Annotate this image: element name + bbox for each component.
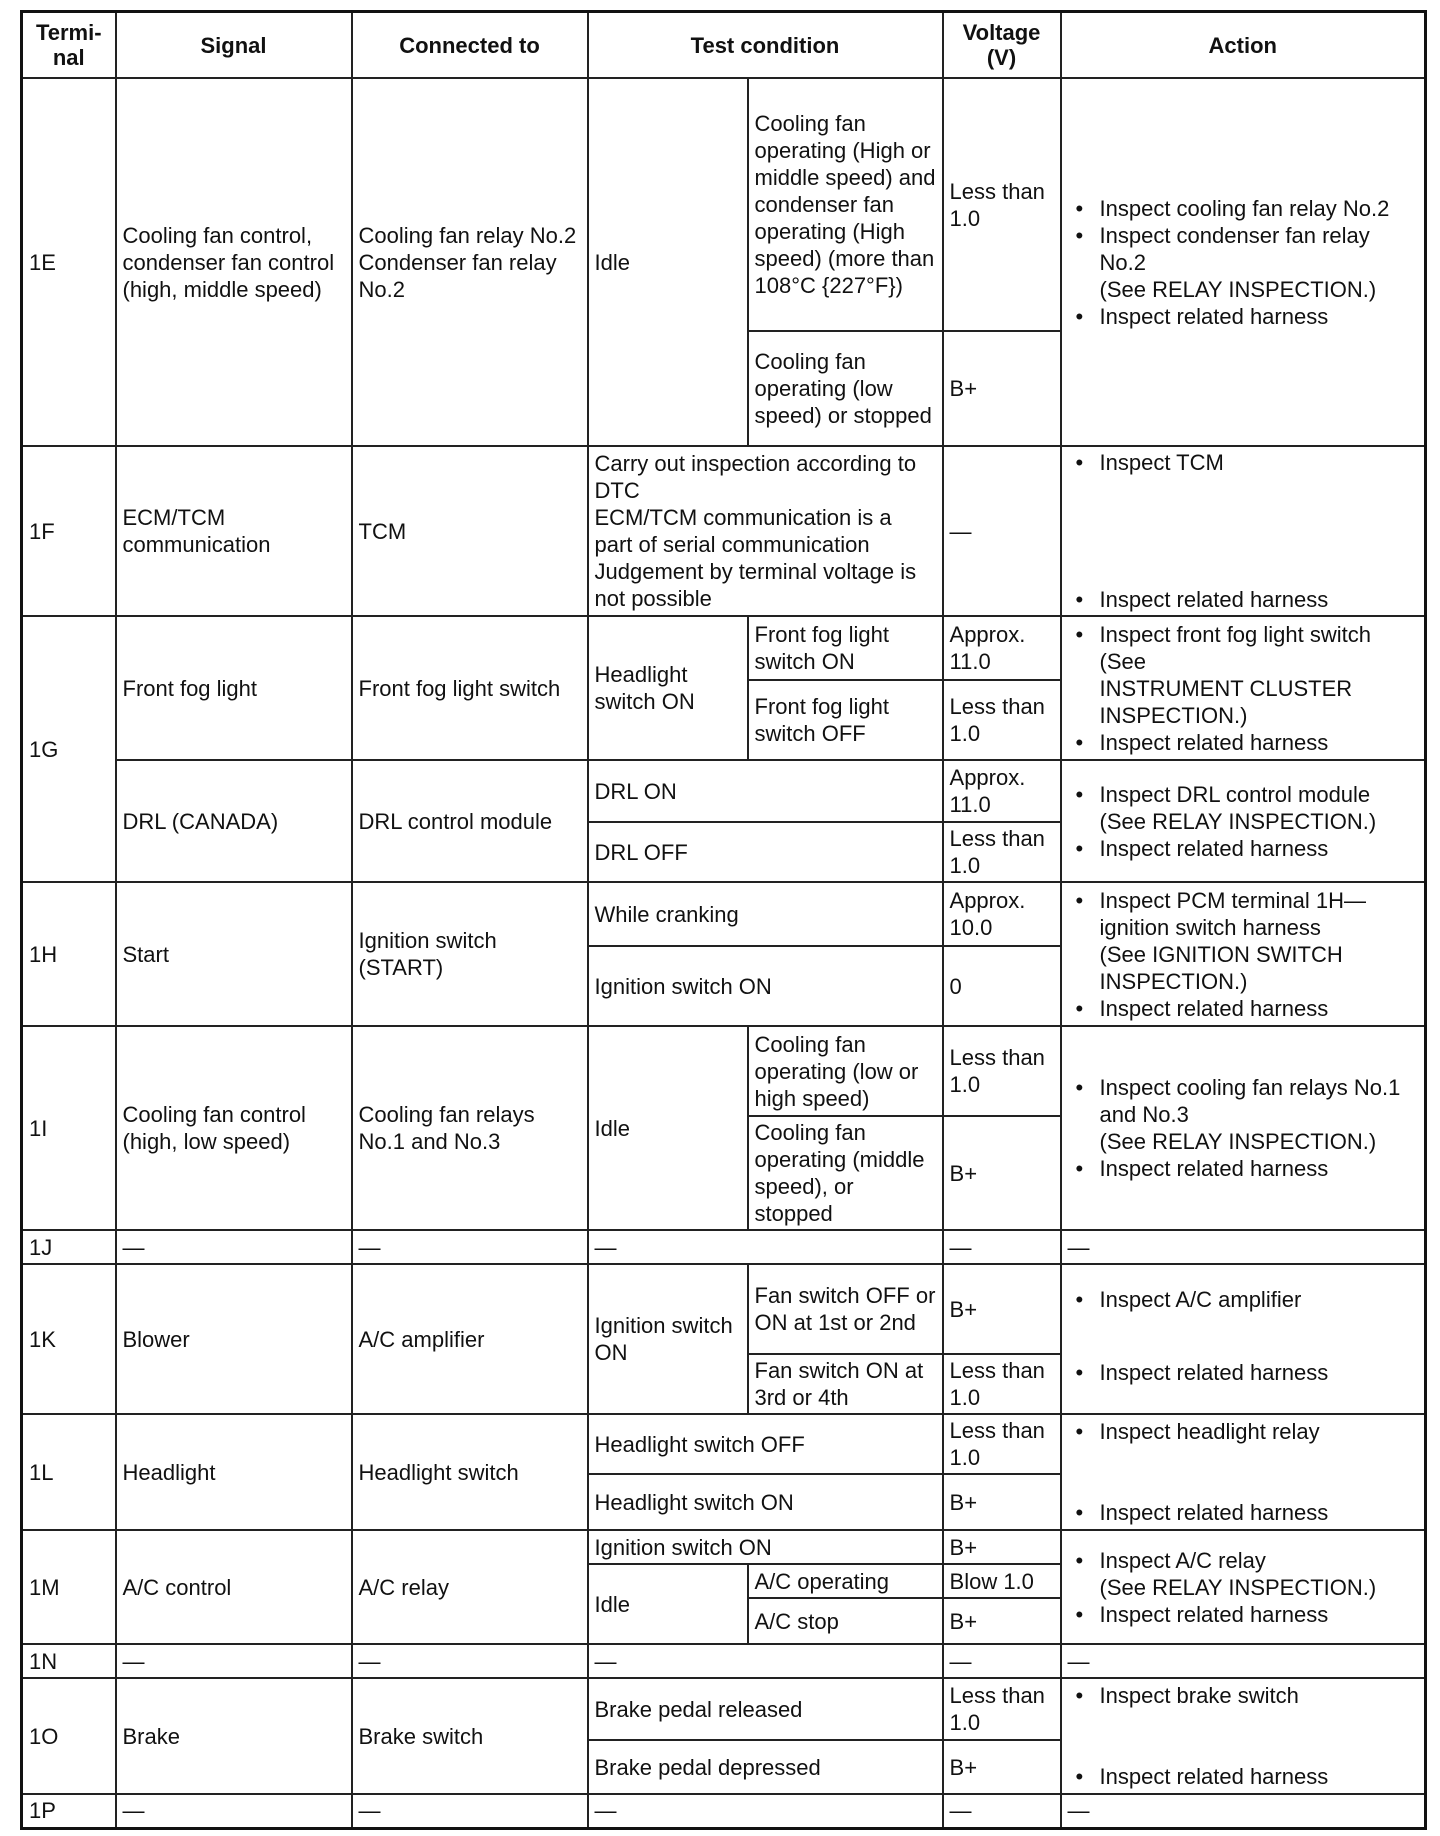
table-row	[22, 1230, 1426, 1264]
condition-cell: Brake pedal depressed	[588, 1740, 943, 1794]
voltage-cell: B+	[943, 331, 1061, 446]
signal-cell: Blower	[116, 1264, 352, 1414]
sub-condition-cell: A/C stop	[748, 1598, 943, 1644]
condition-cell: Headlight switch ON	[588, 1474, 943, 1530]
empty-cell: —	[116, 1230, 352, 1264]
terminal-cell: 1H	[22, 882, 116, 1026]
terminal-cell: 1L	[22, 1414, 116, 1530]
connected-to-cell: Front fog light switch	[352, 616, 588, 760]
action-item: • Inspect cooling fan relay No.2	[1068, 195, 1419, 222]
connected-to-cell: Cooling fan relays No.1 and No.3	[352, 1026, 588, 1230]
action-item: • Inspect cooling fan relays No.1 and No.3 (See RELAY INSPECTION.)	[1068, 1074, 1419, 1155]
voltage-cell: Less than 1.0	[943, 822, 1061, 882]
connected-to-cell: Cooling fan relay No.2 Condenser fan relay No.2	[352, 78, 588, 446]
signal-cell: Headlight	[116, 1414, 352, 1530]
empty-cell: —	[352, 1794, 588, 1828]
empty-cell: —	[943, 1794, 1061, 1828]
terminal-cell: 1K	[22, 1264, 116, 1414]
condition-cell: Ignition switch ON	[588, 1264, 748, 1414]
connected-to-cell: A/C relay	[352, 1530, 588, 1644]
condition-cell: Ignition switch ON	[588, 1530, 943, 1564]
voltage-cell: B+	[943, 1116, 1061, 1230]
sub-condition-cell: Front fog light switch ON	[748, 616, 943, 680]
empty-cell: —	[352, 1230, 588, 1264]
action-item: • Inspect related harness	[1068, 1499, 1419, 1526]
condition-cell: Ignition switch ON	[588, 946, 943, 1026]
signal-cell: ECM/TCM communication	[116, 446, 352, 616]
connected-to-cell: Ignition switch (START)	[352, 882, 588, 1026]
action-item: • Inspect related harness	[1068, 303, 1419, 330]
signal-cell: Cooling fan control, condenser fan control (high, middle speed)	[116, 78, 352, 446]
empty-cell: —	[1061, 1644, 1426, 1678]
sub-condition-cell: Cooling fan operating (middle speed), or stopped	[748, 1116, 943, 1230]
table-row	[22, 1644, 1426, 1678]
condition-cell: Headlight switch ON	[588, 616, 748, 760]
condition-cell: Brake pedal released	[588, 1678, 943, 1740]
action-item: • Inspect PCM terminal 1H—ignition switch harness (See IGNITION SWITCH INSPECTION.)	[1068, 887, 1419, 995]
voltage-cell: B+	[943, 1740, 1061, 1794]
header-action: Action	[1061, 12, 1426, 79]
condition-cell: DRL ON	[588, 760, 943, 822]
table-row	[22, 1026, 1426, 1116]
signal-cell: A/C control	[116, 1530, 352, 1644]
action-cell	[1061, 446, 1426, 616]
header-terminal: Termi-nal	[22, 12, 116, 79]
connected-to-cell: Headlight switch	[352, 1414, 588, 1530]
voltage-cell: Less than 1.0	[943, 1414, 1061, 1474]
action-cell	[1061, 78, 1426, 446]
action-list	[1068, 195, 1419, 330]
action-item: • Inspect DRL control module (See RELAY INSPECTION.)	[1068, 781, 1419, 835]
action-list	[1068, 1074, 1419, 1182]
sub-condition-cell: Cooling fan operating (High or middle speed) and condenser fan operating (High speed) (more than 108°C {227°F})	[748, 78, 943, 331]
action-cell	[1061, 1264, 1426, 1414]
terminal-cell: 1G	[22, 616, 116, 882]
voltage-cell: Less than 1.0	[943, 1026, 1061, 1116]
table-row	[22, 1530, 1426, 1564]
action-cell	[1061, 616, 1426, 760]
connected-to-cell: DRL control module	[352, 760, 588, 882]
voltage-cell: Less than 1.0	[943, 680, 1061, 760]
terminal-cell: 1M	[22, 1530, 116, 1644]
sub-condition-cell: Fan switch OFF or ON at 1st or 2nd	[748, 1264, 943, 1354]
signal-cell: Start	[116, 882, 352, 1026]
empty-cell: —	[1061, 1230, 1426, 1264]
voltage-cell: B+	[943, 1264, 1061, 1354]
terminal-voltage-table	[20, 10, 1427, 1830]
action-item: • Inspect TCM	[1068, 449, 1419, 476]
signal-cell: Front fog light	[116, 616, 352, 760]
action-item: • Inspect front fog light switch (See INSTRUMENT CLUSTER INSPECTION.)	[1068, 621, 1419, 729]
voltage-cell: Less than 1.0	[943, 1678, 1061, 1740]
action-item: • Inspect brake switch	[1068, 1682, 1419, 1709]
empty-cell: —	[943, 1230, 1061, 1264]
action-item: • Inspect related harness	[1068, 1359, 1419, 1386]
terminal-cell: 1N	[22, 1644, 116, 1678]
terminal-cell: 1J	[22, 1230, 116, 1264]
table-row	[22, 1794, 1426, 1828]
empty-cell: —	[588, 1230, 943, 1264]
action-item: • Inspect related harness	[1068, 586, 1419, 613]
table-row	[22, 446, 1426, 616]
empty-cell: —	[116, 1794, 352, 1828]
header-test-condition: Test condition	[588, 12, 943, 79]
signal-cell: Brake	[116, 1678, 352, 1794]
voltage-cell: —	[943, 446, 1061, 616]
table-row	[22, 760, 1426, 822]
action-item: • Inspect A/C amplifier	[1068, 1286, 1419, 1313]
action-list	[1068, 1682, 1419, 1790]
action-cell	[1061, 882, 1426, 1026]
empty-cell: —	[588, 1644, 943, 1678]
action-cell	[1061, 760, 1426, 882]
table-row	[22, 616, 1426, 680]
voltage-cell: Less than 1.0	[943, 1354, 1061, 1414]
empty-cell: —	[943, 1644, 1061, 1678]
action-list	[1068, 1274, 1419, 1404]
action-cell	[1061, 1530, 1426, 1644]
action-item: • Inspect related harness	[1068, 729, 1419, 756]
condition-cell: Headlight switch OFF	[588, 1414, 943, 1474]
voltage-cell: 0	[943, 946, 1061, 1026]
sub-condition-cell: Cooling fan operating (low speed) or stopped	[748, 331, 943, 446]
action-list	[1068, 887, 1419, 1022]
voltage-cell: B+	[943, 1530, 1061, 1564]
condition-cell: DRL OFF	[588, 822, 943, 882]
action-item: • Inspect related harness	[1068, 835, 1419, 862]
connected-to-cell: A/C amplifier	[352, 1264, 588, 1414]
header-row	[22, 12, 1426, 79]
empty-cell: —	[1061, 1794, 1426, 1828]
condition-cell: Idle	[588, 1564, 748, 1644]
table-row	[22, 882, 1426, 946]
voltage-cell: Less than 1.0	[943, 78, 1061, 331]
connected-to-cell: Brake switch	[352, 1678, 588, 1794]
terminal-cell: 1P	[22, 1794, 116, 1828]
header-signal: Signal	[116, 12, 352, 79]
action-list	[1068, 1418, 1419, 1526]
header-connected-to: Connected to	[352, 12, 588, 79]
terminal-cell: 1O	[22, 1678, 116, 1794]
action-list	[1068, 1547, 1419, 1628]
empty-cell: —	[588, 1794, 943, 1828]
action-item: • Inspect related harness	[1068, 995, 1419, 1022]
sub-condition-cell: A/C operating	[748, 1564, 943, 1598]
pcm-inspection-document	[20, 10, 1424, 1830]
action-cell	[1061, 1414, 1426, 1530]
action-item: • Inspect headlight relay	[1068, 1418, 1419, 1445]
action-list	[1068, 621, 1419, 756]
action-list	[1068, 781, 1419, 862]
terminal-cell: 1I	[22, 1026, 116, 1230]
table-row	[22, 78, 1426, 331]
action-cell	[1061, 1026, 1426, 1230]
action-item: • Inspect related harness	[1068, 1601, 1419, 1628]
empty-cell: —	[116, 1644, 352, 1678]
action-item: • Inspect A/C relay (See RELAY INSPECTION.)	[1068, 1547, 1419, 1601]
action-list	[1068, 449, 1419, 613]
terminal-cell: 1F	[22, 446, 116, 616]
condition-cell: Idle	[588, 1026, 748, 1230]
condition-cell: Idle	[588, 78, 748, 446]
sub-condition-cell: Cooling fan operating (low or high speed)	[748, 1026, 943, 1116]
action-item: • Inspect condenser fan relay No.2 (See RELAY INSPECTION.)	[1068, 222, 1419, 303]
voltage-cell: Approx. 10.0	[943, 882, 1061, 946]
connected-to-cell: TCM	[352, 446, 588, 616]
signal-cell: DRL (CANADA)	[116, 760, 352, 882]
voltage-cell: Approx. 11.0	[943, 616, 1061, 680]
voltage-cell: B+	[943, 1474, 1061, 1530]
condition-cell: While cranking	[588, 882, 943, 946]
action-item: • Inspect related harness	[1068, 1155, 1419, 1182]
sub-condition-cell: Fan switch ON at 3rd or 4th	[748, 1354, 943, 1414]
table-row	[22, 1678, 1426, 1740]
voltage-cell: Approx. 11.0	[943, 760, 1061, 822]
action-item: • Inspect related harness	[1068, 1763, 1419, 1790]
voltage-cell: B+	[943, 1598, 1061, 1644]
signal-cell: Cooling fan control (high, low speed)	[116, 1026, 352, 1230]
header-voltage: Voltage (V)	[943, 12, 1061, 79]
terminal-cell: 1E	[22, 78, 116, 446]
voltage-cell: Blow 1.0	[943, 1564, 1061, 1598]
table-row	[22, 1264, 1426, 1354]
sub-condition-cell: Front fog light switch OFF	[748, 680, 943, 760]
action-cell	[1061, 1678, 1426, 1794]
table-row	[22, 1414, 1426, 1474]
condition-cell: Carry out inspection according to DTC ECM/TCM communication is a part of serial communication Judgement by terminal voltage is not possible	[588, 446, 943, 616]
empty-cell: —	[352, 1644, 588, 1678]
